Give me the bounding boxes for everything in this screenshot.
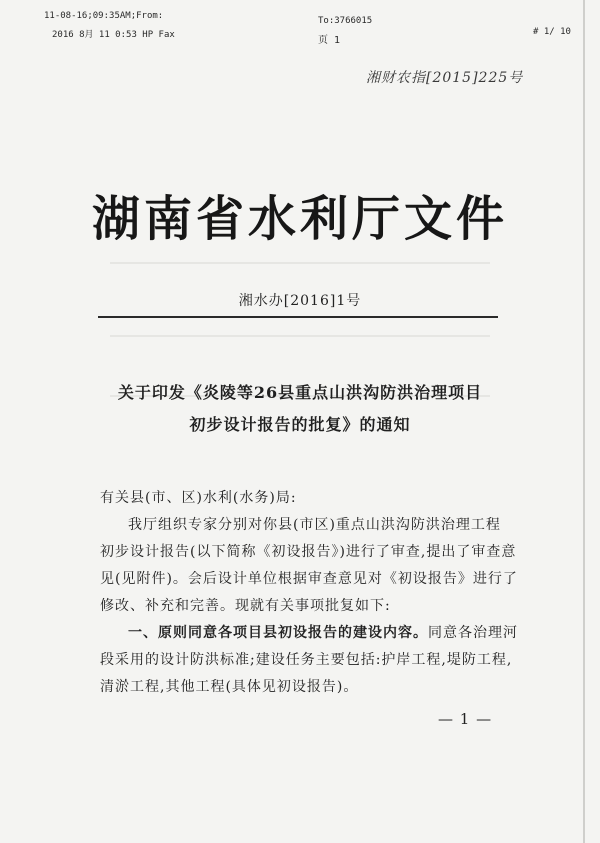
header-rule bbox=[98, 316, 498, 318]
paragraph-2-line-2: 段采用的设计防洪标准;建设任务主要包括:护岸工程,堤防工程, bbox=[100, 652, 513, 668]
subject-line-2: 初步设计报告的批复》的通知 bbox=[189, 415, 411, 434]
subject-line-1: 关于印发《炎陵等26县重点山洪沟防洪治理项目 bbox=[117, 383, 483, 402]
bleed-through bbox=[110, 335, 490, 337]
page-number: — 1 — bbox=[438, 710, 493, 728]
fax-header-line2: 2016 8月 11 0:53 HP Fax bbox=[52, 30, 175, 40]
document-title: 湖南省水利厅文件 bbox=[91, 191, 508, 247]
fax-header-line1: 11-08-16;09:35AM;From: bbox=[44, 11, 164, 21]
paragraph-2-line-3: 清淤工程,其他工程(具体见初设报告)。 bbox=[100, 679, 359, 695]
paragraph-2-line-1 bbox=[100, 620, 518, 647]
paragraph-1-line-3: 见(见附件)。会后设计单位根据审查意见对《初设报告》进行了 bbox=[100, 571, 518, 587]
fax-page-count: # 1/ 10 bbox=[533, 27, 571, 37]
fax-recipient: To:3766015 bbox=[318, 16, 373, 26]
letter-body bbox=[100, 485, 518, 701]
document-number: 湘水办[2016]1号 bbox=[238, 293, 362, 309]
scan-edge bbox=[583, 0, 585, 843]
paragraph-1-line-2: 初步设计报告(以下简称《初设报告》)进行了审查,提出了审查意 bbox=[100, 544, 517, 560]
paragraph-2-line-1-rest: 同意各治理河 bbox=[428, 625, 518, 641]
bleed-through bbox=[110, 262, 490, 264]
paragraph-1-line-1: 我厅组织专家分别对你县(市区)重点山洪沟防洪治理工程 bbox=[128, 517, 501, 533]
paragraph-1-line-4: 修改、补充和完善。现就有关事项批复如下: bbox=[100, 598, 391, 614]
section-heading-1: 一、原则同意各项目县初设报告的建设内容。 bbox=[128, 625, 428, 641]
fax-page-label: 页 1 bbox=[318, 35, 341, 46]
handwritten-note: 湘财农指[2015]225号 bbox=[366, 70, 524, 86]
salutation: 有关县(市、区)水利(水务)局: bbox=[100, 490, 297, 506]
